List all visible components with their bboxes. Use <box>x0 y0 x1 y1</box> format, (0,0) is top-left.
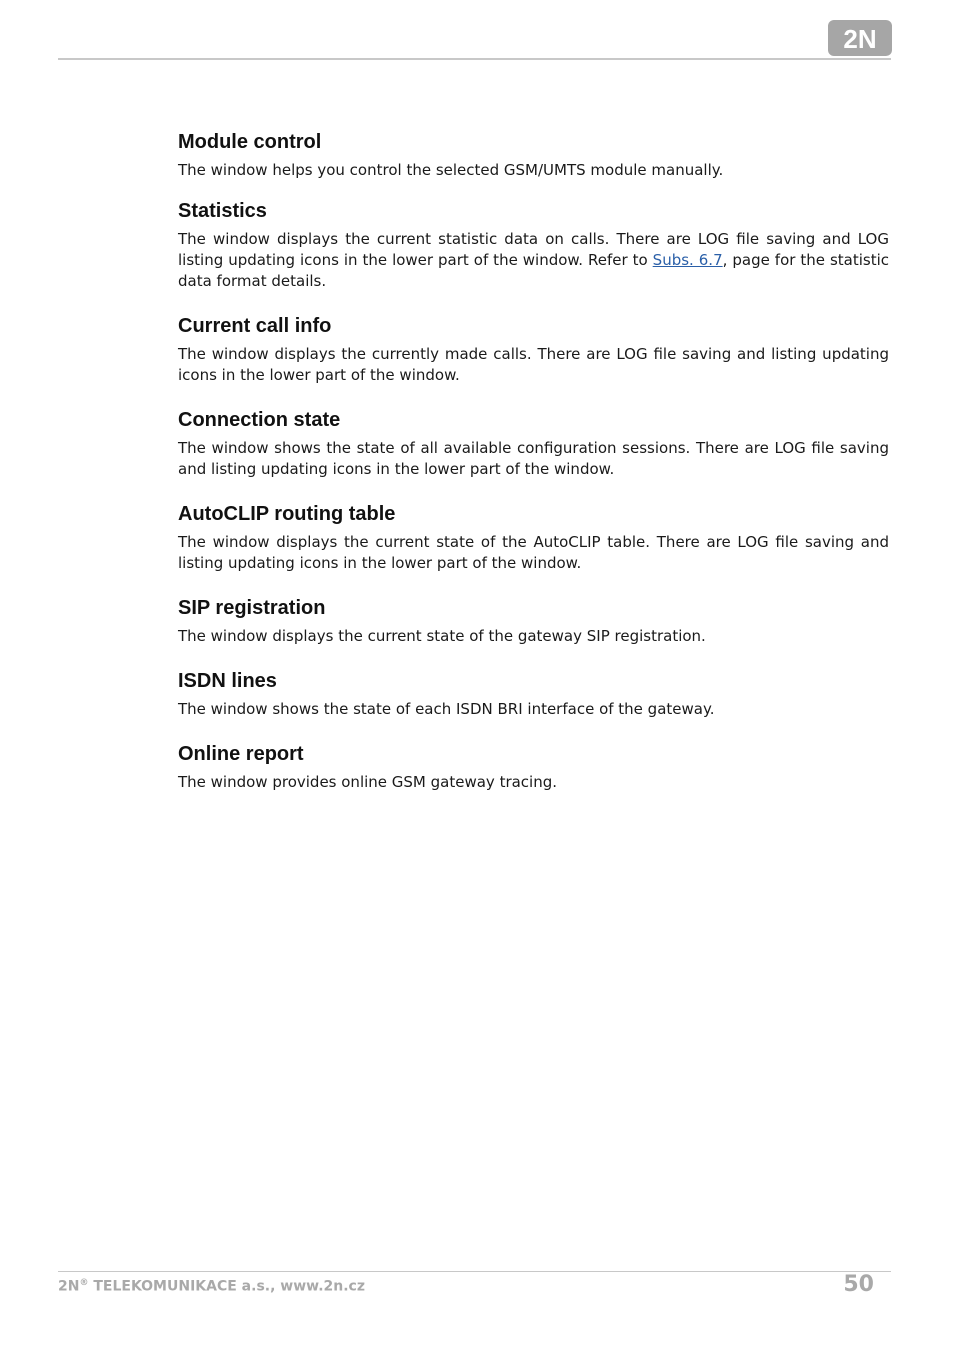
footer-rule <box>58 1271 891 1272</box>
section-title: Statistics <box>178 200 267 222</box>
footer-company <box>58 1278 365 1295</box>
header-rule <box>58 58 891 60</box>
section-text <box>178 229 889 292</box>
section-text: The window displays the current state of the AutoCLIP table. There are LOG file saving and listing updating icons in the lower part of the window. <box>178 533 889 572</box>
main-content <box>178 130 889 811</box>
section-text-after: , page for the statistic data format details. <box>178 251 889 290</box>
2n-logo-icon <box>828 20 892 56</box>
section-text: The window shows the state of all available configuration sessions. There are LOG file saving and listing updating icons in the lower part of the window. <box>178 439 889 478</box>
footer-company-rest: TELEKOMUNIKACE a.s., www.2n.cz <box>88 1278 365 1295</box>
section-text-before: The window displays the current statistic data on calls. There are LOG file saving and LOG listing updating icons in the lower part of the window. Refer to <box>178 230 889 269</box>
section-statistics <box>178 199 889 292</box>
page-number: 50 <box>843 1272 874 1297</box>
section-title: Module control <box>178 131 322 153</box>
section-sip-registration <box>178 596 889 647</box>
section-title: Connection state <box>178 409 341 431</box>
section-current-call-info <box>178 314 889 386</box>
section-title: SIP registration <box>178 597 326 619</box>
section-title: Online report <box>178 743 304 765</box>
section-title: AutoCLIP routing table <box>178 503 396 525</box>
footer-company-prefix: 2N <box>58 1278 80 1295</box>
section-title: Current call info <box>178 315 332 337</box>
section-connection-state <box>178 408 889 480</box>
section-isdn-lines <box>178 669 889 720</box>
section-text: The window helps you control the selected GSM/UMTS module manually. <box>178 161 724 179</box>
subs-6-7-link[interactable]: Subs. 6.7 <box>652 251 723 269</box>
logo-text: 2N <box>843 24 877 54</box>
section-module-control <box>178 130 889 181</box>
section-autoclip-routing-table <box>178 502 889 574</box>
section-text: The window displays the currently made calls. There are LOG file saving and listing updating icons in the lower part of the window. <box>178 345 889 384</box>
section-text: The window shows the state of each ISDN BRI interface of the gateway. <box>178 700 715 718</box>
registered-mark: ® <box>79 1278 89 1288</box>
section-online-report <box>178 742 889 793</box>
section-text: The window displays the current state of the gateway SIP registration. <box>178 627 706 645</box>
section-text: The window provides online GSM gateway tracing. <box>178 773 558 791</box>
section-title: ISDN lines <box>178 670 277 692</box>
